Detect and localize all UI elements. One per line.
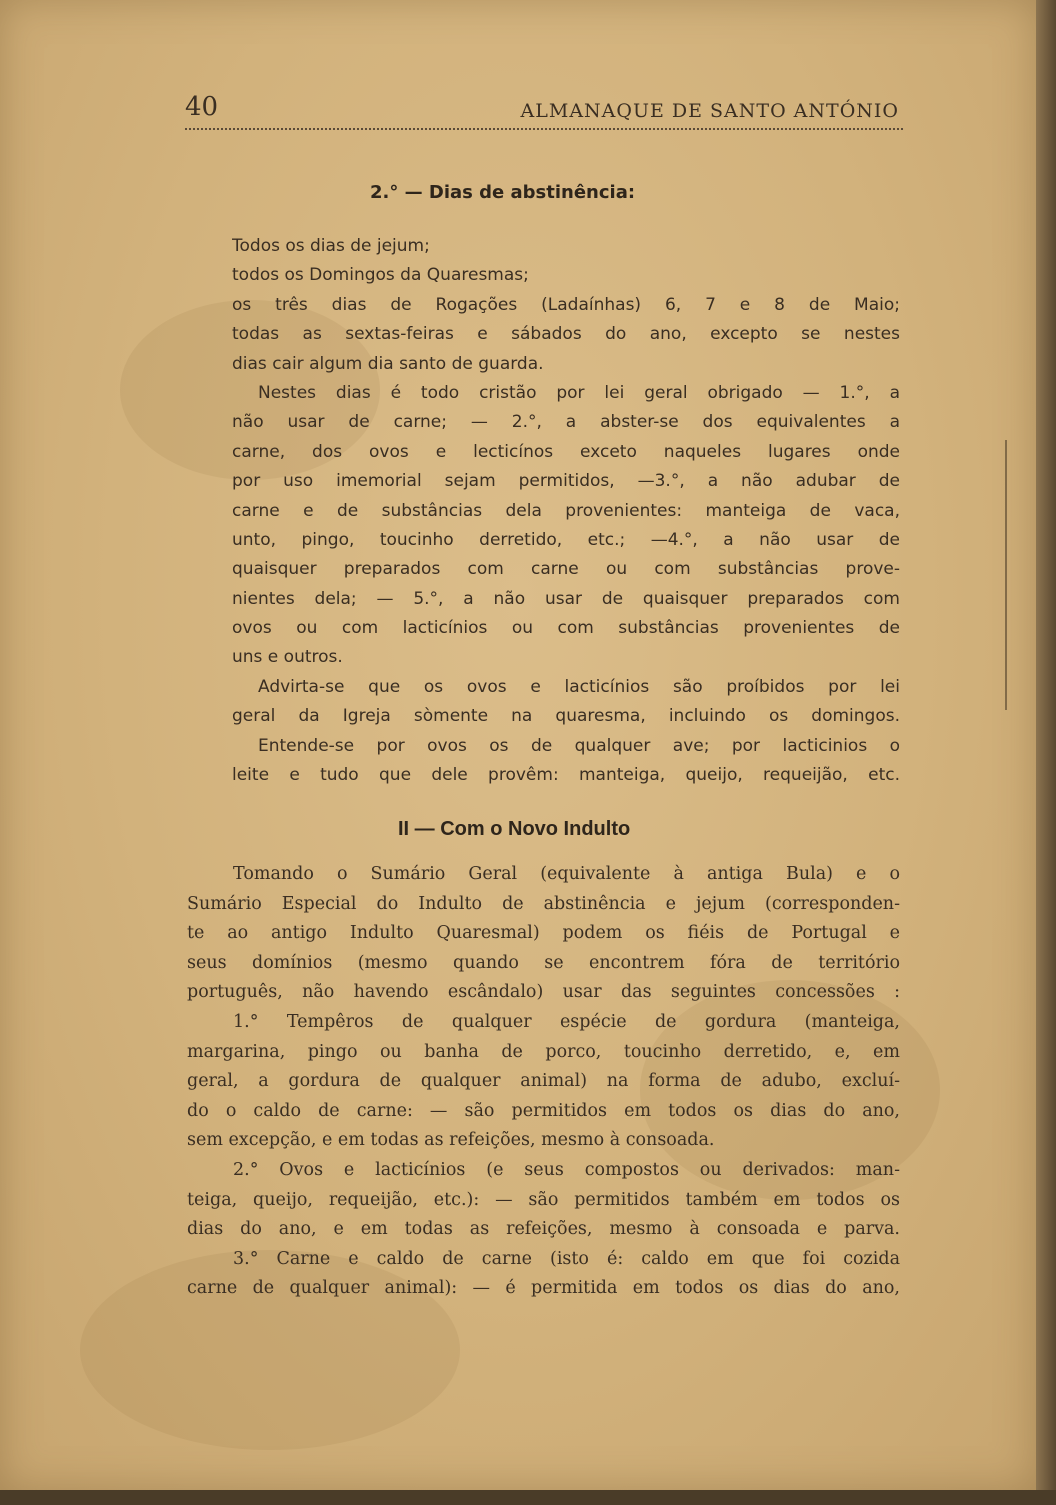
margin-mark — [1005, 440, 1015, 710]
running-title: ALMANAQUE DE SANTO ANTÓNIO — [520, 100, 899, 122]
text-line: nientes dela; — 5.°, a não usar de quaisquer preparados com — [232, 588, 900, 609]
text-line: todos os Domingos da Quaresmas; — [232, 265, 529, 286]
text-line: geral da Igreja sòmente na quaresma, incluindo os domingos. — [232, 706, 900, 727]
page-number: 40 — [185, 92, 219, 122]
text-line: Advirta-se que os ovos e lacticínios são proíbidos por lei — [258, 676, 900, 697]
text-line: os três dias de Rogações (Ladaínhas) 6, 7 e 8 de Maio; — [232, 294, 900, 315]
text-line: dias cair algum dia santo de guarda. — [232, 353, 544, 374]
indult-text — [187, 864, 900, 1308]
page-header — [185, 92, 903, 130]
text-line: Tomando o Sumário Geral (equivalente à antiga Bula) e o — [233, 864, 900, 884]
text-line: margarina, pingo ou banha de porco, toucinho derretido, e, em — [187, 1041, 900, 1062]
text-line: ovos ou com lacticínios ou com substâncias provenientes de — [232, 618, 900, 639]
text-line: todas as sextas-feiras e sábados do ano, excepto se nestes — [232, 324, 900, 345]
text-line: 1.° Tempêros de qualquer espécie de gordura (manteiga, — [233, 1011, 900, 1032]
text-line: seus domínios (mesmo quando se encontrem fóra de território — [187, 952, 900, 973]
text-line: não usar de carne; — 2.°, a abster-se dos equivalentes a — [232, 412, 900, 433]
text-line: por uso imemorial sejam permitidos, —3.°, a não adubar de — [232, 471, 900, 492]
abstinence-days-text — [232, 236, 900, 794]
text-line: Todos os dias de jejum; — [232, 236, 430, 256]
text-line: 2.° Ovos e lacticínios (e seus compostos ou derivados: man- — [233, 1159, 900, 1180]
text-line: geral, a gordura de qualquer animal) na forma de adubo, excluí- — [187, 1071, 900, 1092]
text-line: Entende-se por ovos os de qualquer ave; por lacticinios o — [258, 735, 900, 756]
text-line: português, não havendo escândalo) usar das seguintes concessões : — [187, 982, 900, 1003]
text-line: leite e tudo que dele provêm: manteiga, queijo, requeijão, etc. — [232, 765, 900, 786]
text-line: carne, dos ovos e lecticínos exceto naqueles lugares onde — [232, 441, 900, 462]
text-line: Nestes dias é todo cristão por lei geral obrigado — 1.°, a — [258, 382, 900, 403]
section-heading: 2.° — Dias de abstinência: — [370, 182, 636, 203]
page-edge-right — [1036, 0, 1056, 1505]
text-line: dias do ano, e em todas as refeições, mesmo à consoada e parva. — [187, 1219, 900, 1240]
page-edge-bottom — [0, 1490, 1056, 1505]
text-line: Sumário Especial do Indulto de abstinência e jejum (corresponden- — [187, 893, 900, 914]
text-line: teiga, queijo, requeijão, etc.): — são permitidos também em todos os — [187, 1189, 900, 1210]
text-line: quaisquer preparados com carne ou com substâncias prove- — [232, 559, 900, 580]
text-line: unto, pingo, toucinho derretido, etc.; —4.°, a não usar de — [232, 529, 900, 550]
text-line: uns e outros. — [232, 647, 343, 668]
text-line: 3.° Carne e caldo de carne (isto é: caldo em que foi cozida — [233, 1248, 900, 1269]
text-line: carne e de substâncias dela provenientes: manteiga de vaca, — [232, 500, 900, 521]
subheading: II — Com o Novo Indulto — [398, 818, 631, 840]
text-line: te ao antigo Indulto Quaresmal) podem os fiéis de Portugal e — [187, 923, 900, 944]
text-line: do o caldo de carne: — são permitidos em todos os dias do ano, — [187, 1100, 900, 1121]
text-line: sem excepção, e em todas as refeições, mesmo à consoada. — [187, 1130, 715, 1151]
text-line: carne de qualquer animal): — é permitida em todos os dias do ano, — [187, 1278, 900, 1299]
